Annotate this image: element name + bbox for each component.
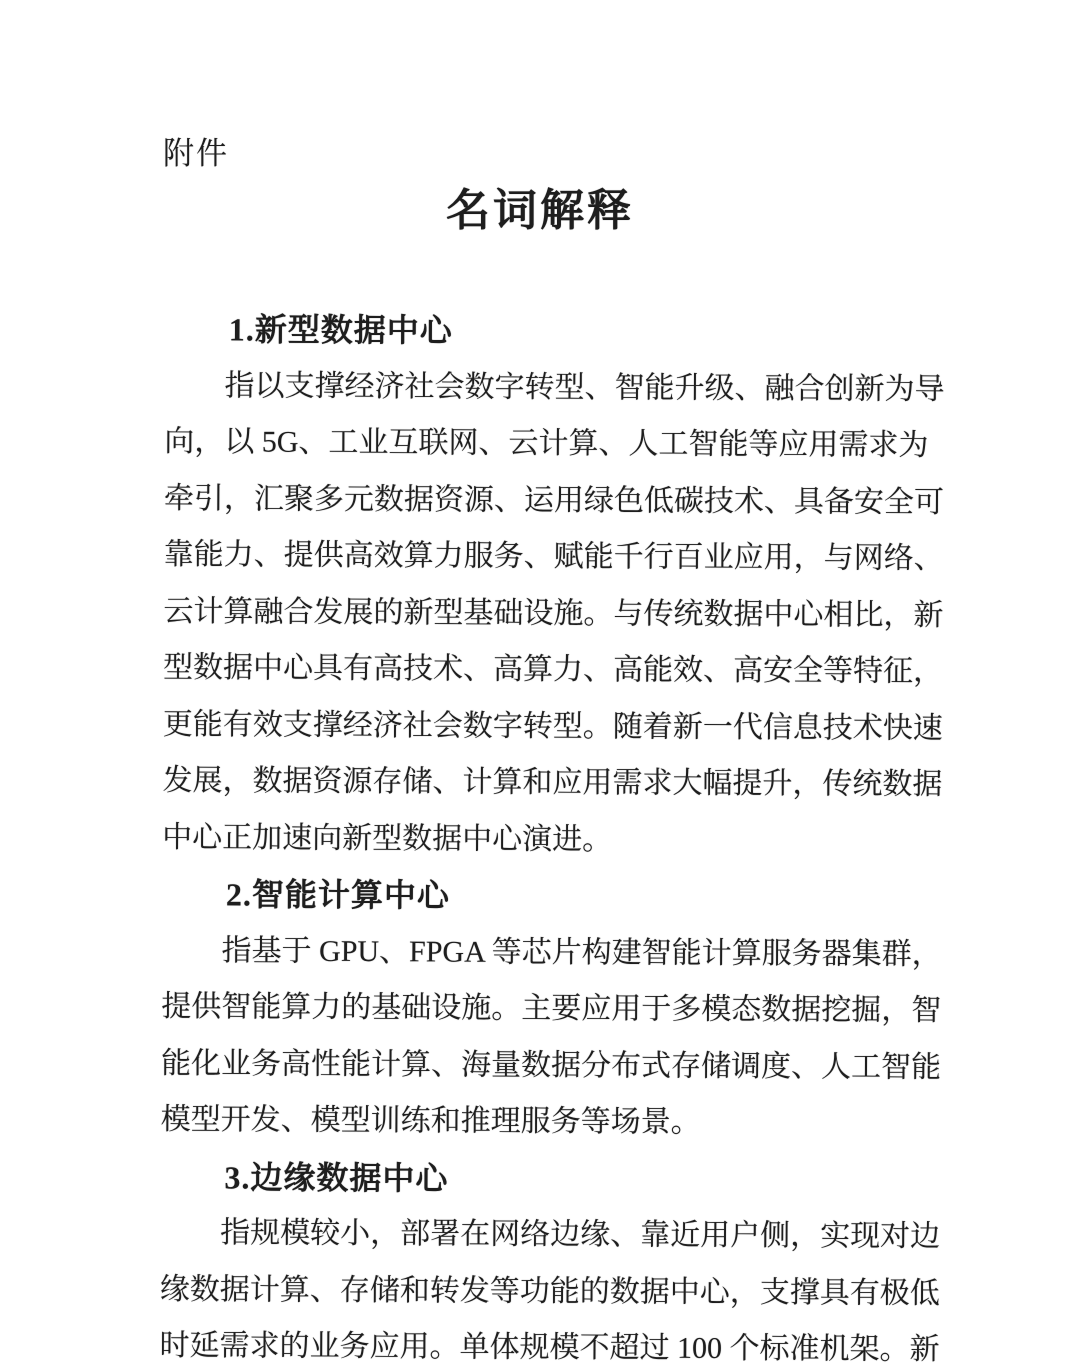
document-body: [159, 301, 945, 1372]
section-1-line: 中心正加速向新型数据中心演进。: [162, 820, 613, 856]
section-3-line: 指规模较小，部署在网络边缘、靠近用户侧，实现对边: [220, 1216, 941, 1254]
section-3-line: 缘数据计算、存储和转发等功能的数据中心，支撑具有极低: [159, 1272, 940, 1310]
section-3-heading: 3.边缘数据中心: [224, 1158, 449, 1196]
section-1-line: 向，以 5G、工业互联网、云计算、人工智能等应用需求为: [164, 424, 929, 462]
attachment-label: 附件: [163, 136, 229, 171]
section-2-line: 指基于 GPU、FPGA 等芯片构建智能计算服务器集群，: [221, 933, 942, 971]
section-1-line: 指以支撑经济社会数字转型、智能升级、融合创新为导: [224, 368, 945, 406]
section-2-line: 能化业务高性能计算、海量数据分布式存储调度、人工智能: [160, 1046, 942, 1084]
section-2-line: 模型开发、模型训练和推理服务等场景。: [160, 1102, 701, 1139]
document-title: 名词解释: [446, 186, 634, 235]
section-3-line: 时延需求的业务应用。单体规模不超过 100 个标准机架。新: [159, 1328, 940, 1367]
section-1-line: 靠能力、提供高效算力服务、赋能千行百业应用，与网络、: [163, 537, 944, 576]
section-1-line: 牵引，汇聚多元数据资源、运用绿色低碳技术、具备安全可: [163, 481, 945, 519]
section-2-heading: 2.智能计算中心: [225, 876, 451, 914]
section-1-heading: 1.新型数据中心: [228, 311, 453, 349]
section-1-line: 更能有效支撑经济社会数字转型。随着新一代信息技术快速: [162, 707, 943, 745]
section-1-line: 发展，数据资源存储、计算和应用需求大幅提升，传统数据: [162, 763, 943, 802]
section-1-line: 云计算融合发展的新型基础设施。与传统数据中心相比，新: [163, 594, 944, 632]
section-1-line: 型数据中心具有高技术、高算力、高能效、高安全等特征，: [162, 650, 944, 689]
section-2-line: 提供智能算力的基础设施。主要应用于多模态数据挖掘，智: [161, 989, 942, 1028]
